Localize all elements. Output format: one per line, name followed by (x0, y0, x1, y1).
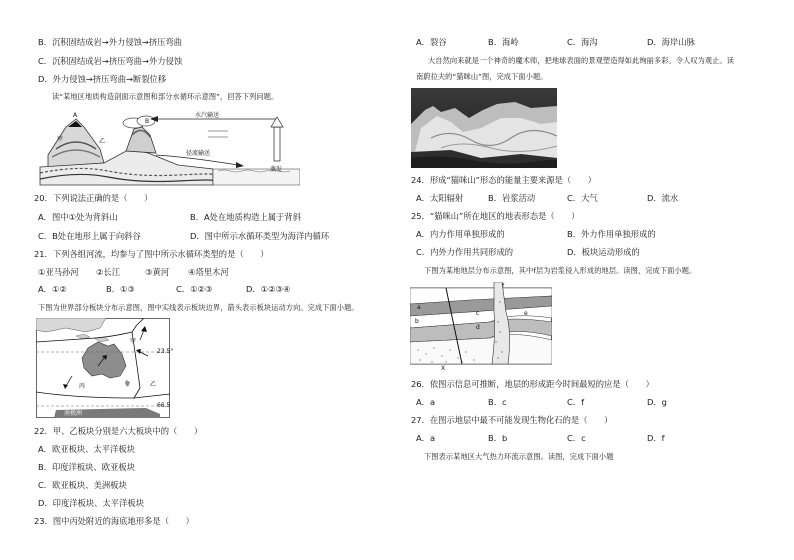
cat-mountain-photo (411, 88, 557, 168)
q27-option-c[interactable]: C．c (567, 433, 586, 443)
q21-option-a[interactable]: A．①② (38, 284, 67, 294)
q19-option-b: B．沉积固结成岩→外力侵蚀→挤压弯曲 (38, 37, 183, 47)
q25-option-c[interactable]: C．内外力作用共同形成的 (416, 247, 514, 257)
runoff-transport-label: 径流输送 (186, 150, 211, 157)
q19-option-c: C．沉积固结成岩→挤压弯曲→外力侵蚀 (38, 56, 183, 66)
q22-option-d[interactable]: D．印度洋板块、太平洋板块 (38, 498, 144, 508)
q22-option-c[interactable]: C．欧亚板块、美洲板块 (38, 480, 127, 490)
q27-stem: 27．在图示地层中最不可能发现生物化石的是（ ） (411, 415, 613, 425)
antarctica-label: 南极洲 (64, 410, 83, 417)
q27-option-a[interactable]: A．a (416, 433, 436, 443)
q22-option-b[interactable]: B．印度洋板块、欧亚板块 (38, 462, 135, 472)
q23-stem: 23．图中丙处附近的海底地形多是（ ） (34, 516, 194, 526)
q25-option-a[interactable]: A．内力作用单独形成的 (416, 229, 505, 239)
q25-stem: 25．“猫咪山”所在地区的地表形态是（ ） (411, 211, 580, 221)
plate-label-yi: 乙 (150, 381, 157, 388)
q21-item-2: ②长江 (96, 267, 121, 277)
intro-geology-figure: 读“某地区地质构造剖面示意图和部分水循环示意图”，回答下列问题。 (52, 92, 279, 101)
q24-option-b[interactable]: B．岩浆活动 (488, 193, 536, 203)
q24-option-d[interactable]: D．流水 (647, 193, 679, 203)
intro-plate-figure: 下图为世界部分板块分布示意图，图中实线表示板块边界，箭头表示板块运动方向。完成下面小题。 (38, 303, 359, 312)
q23-option-d[interactable]: D．海岸山脉 (647, 37, 695, 47)
q24-option-a[interactable]: A．太阳辐射 (416, 193, 464, 203)
q20-option-d[interactable]: D．图中所示水循环类型为海洋内循环 (190, 231, 330, 241)
intro-strata-figure: 下图为某地地层分布示意图，其中f层为岩浆侵入形成的地层。读图，完成下面小题。 (424, 266, 697, 275)
figure-label-jia: 甲 (57, 136, 64, 143)
q21-item-1: ①亚马孙河 (38, 267, 79, 277)
q25-option-b[interactable]: B．外力作用单独形成的 (567, 229, 656, 239)
q22-stem: 22．甲、乙板块分别是六大板块中的（ ） (34, 426, 203, 436)
q22-option-a[interactable]: A．欧亚板块、太平洋板块 (38, 444, 135, 454)
geology-water-cycle-figure (38, 105, 300, 187)
fault-label-x: X (441, 365, 446, 372)
stratum-label-c: c (476, 310, 480, 317)
stratum-label-a: a (417, 304, 421, 311)
figure-label-yi: 乙 (99, 138, 106, 145)
latitude-66-label: 66.5 (157, 402, 171, 409)
q21-option-b[interactable]: B．①③ (106, 284, 135, 294)
plate-label-bing: 丙 (79, 383, 86, 390)
q26-stem: 26．依图示信息可推断，地层的形成距今时间最短的应是（ ） (411, 379, 654, 389)
q25-option-d[interactable]: D．板块运动形成的 (567, 247, 640, 257)
plate-label-jia: 甲 (130, 338, 137, 345)
figure-label-a: A (73, 112, 78, 119)
strata-figure (410, 282, 552, 370)
q19-option-d: D．外力侵蚀→挤压弯曲→断裂位移 (38, 74, 167, 84)
q23-option-b[interactable]: B．海岭 (488, 37, 519, 47)
q20-option-c[interactable]: C．B处在地形上属于向斜谷 (38, 231, 141, 241)
q24-option-c[interactable]: C．大气 (567, 193, 598, 203)
plate-map-figure (36, 318, 170, 418)
stratum-label-e: e (524, 310, 528, 317)
q21-option-c[interactable]: C．①②③ (176, 284, 213, 294)
q20-option-a[interactable]: A．图中①处为背斜山 (38, 212, 118, 222)
figure-label-b: B (145, 118, 150, 125)
evaporation-label: 蒸发 (270, 166, 283, 173)
q21-option-d[interactable]: D．①②③④ (246, 284, 291, 294)
q24-stem: 24．形成“猫咪山”形态的能量主要来源是（ ） (411, 175, 597, 185)
intro-circulation-figure: 下图表示某地区大气热力环流示意图。读图，完成下面小题 (424, 452, 614, 461)
q27-option-b[interactable]: B．b (488, 433, 508, 443)
q20-option-b[interactable]: B．A处在地质构造上属于背斜 (190, 212, 301, 222)
q26-option-d[interactable]: D．g (647, 397, 667, 407)
stratum-label-d: d (476, 324, 480, 331)
q21-item-4: ④塔里木河 (188, 267, 229, 277)
q23-option-c[interactable]: C．海沟 (567, 37, 598, 47)
vapor-transport-label: 水汽输送 (195, 112, 220, 119)
stratum-label-b: b (415, 318, 419, 325)
q27-option-d[interactable]: D．f (647, 433, 665, 443)
q26-option-c[interactable]: C．f (567, 397, 585, 407)
q21-stem: 21．下列各组河流，均参与了图中所示水循环类型的是（ ） (34, 249, 269, 259)
latitude-23-label: 23.5° (157, 348, 174, 355)
q26-option-b[interactable]: B．c (488, 397, 507, 407)
stratum-label-f: f (502, 283, 505, 290)
q26-option-a[interactable]: A．a (416, 397, 436, 407)
q20-stem: 20．下列说法正确的是（ ） (34, 193, 153, 203)
q21-item-3: ③黄河 (145, 267, 170, 277)
q23-option-a[interactable]: A．裂谷 (416, 37, 447, 47)
intro-cat-mountain-line2: 南蔚拉夫的“猫咪山”图，完成下面小题。 (416, 72, 548, 81)
intro-cat-mountain-line1: 大自然向来就是一个神奇的魔术师，把地球表面的景观塑造得如此绚丽多彩。令人叹为观止。读 (428, 56, 735, 65)
